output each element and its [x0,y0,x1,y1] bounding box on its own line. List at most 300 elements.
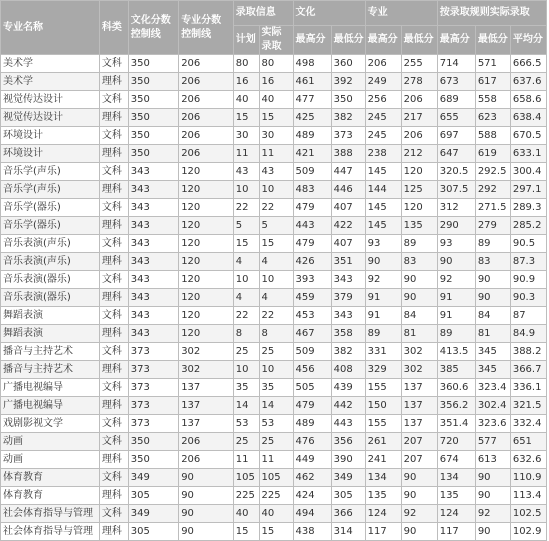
cell-culture-min: 360 [331,55,365,73]
cell-major-name: 社会体育指导与管理 [1,505,100,523]
header-major-name: 专业名称 [1,1,100,55]
cell-major-min: 137 [401,397,437,415]
cell-major-max: 261 [365,433,401,451]
cell-actual: 30 [259,127,293,145]
cell-actual: 80 [259,55,293,73]
cell-actual: 22 [259,307,293,325]
cell-plan: 11 [233,145,259,163]
cell-culture-max: 479 [293,235,331,253]
cell-rule-max: 135 [437,487,475,505]
cell-culture-max: 456 [293,361,331,379]
cell-rule-max: 674 [437,451,475,469]
header-culture-max: 最高分 [293,26,331,55]
cell-actual: 25 [259,433,293,451]
cell-major-name: 体育教育 [1,469,100,487]
table-row [1,415,547,433]
cell-major-max: 135 [365,487,401,505]
cell-culture-line: 343 [128,325,178,343]
cell-major-min: 137 [401,379,437,397]
header-rule-admission: 按录取规则实际录取 [437,1,546,26]
table-row [1,91,547,109]
cell-major-line: 206 [179,451,234,469]
cell-culture-line: 373 [128,343,178,361]
cell-rule-max: 93 [437,235,475,253]
cell-major-max: 249 [365,73,401,91]
cell-major-min: 137 [401,415,437,433]
cell-culture-line: 350 [128,451,178,469]
cell-major-line: 120 [179,181,234,199]
cell-subject: 文科 [99,199,128,217]
cell-culture-min: 392 [331,73,365,91]
cell-rule-min: 292.5 [475,163,510,181]
cell-major-name: 舞蹈表演 [1,325,100,343]
cell-subject: 文科 [99,433,128,451]
cell-culture-min: 343 [331,307,365,325]
cell-rule-min: 577 [475,433,510,451]
cell-rule-max: 320.5 [437,163,475,181]
table-row [1,505,547,523]
cell-major-name: 舞蹈表演 [1,307,100,325]
table-row [1,271,547,289]
cell-rule-min: 588 [475,127,510,145]
cell-culture-min: 350 [331,91,365,109]
cell-rule-avg: 110.9 [510,469,546,487]
cell-major-max: 145 [365,163,401,181]
cell-actual: 53 [259,415,293,433]
cell-major-name: 视觉传达设计 [1,109,100,127]
cell-culture-max: 459 [293,289,331,307]
cell-rule-min: 271.5 [475,199,510,217]
cell-plan: 10 [233,361,259,379]
table-row [1,343,547,361]
cell-culture-line: 343 [128,307,178,325]
cell-rule-max: 647 [437,145,475,163]
table-row [1,289,547,307]
cell-culture-line: 350 [128,55,178,73]
cell-subject: 文科 [99,235,128,253]
cell-major-line: 120 [179,289,234,307]
cell-rule-avg: 321.5 [510,397,546,415]
cell-major-line: 120 [179,163,234,181]
cell-culture-min: 447 [331,163,365,181]
cell-rule-avg: 638.4 [510,109,546,127]
cell-culture-line: 373 [128,415,178,433]
cell-culture-max: 505 [293,379,331,397]
cell-rule-max: 714 [437,55,475,73]
cell-subject: 理科 [99,451,128,469]
cell-rule-max: 90 [437,253,475,271]
cell-major-min: 302 [401,361,437,379]
cell-major-name: 社会体育指导与管理 [1,523,100,541]
cell-culture-max: 509 [293,343,331,361]
cell-major-line: 90 [179,505,234,523]
cell-plan: 30 [233,127,259,145]
cell-rule-min: 571 [475,55,510,73]
cell-actual: 10 [259,271,293,289]
cell-culture-line: 349 [128,469,178,487]
cell-major-min: 255 [401,55,437,73]
table-row [1,235,547,253]
cell-rule-avg: 90.5 [510,235,546,253]
cell-culture-max: 449 [293,451,331,469]
cell-rule-avg: 670.5 [510,127,546,145]
cell-subject: 理科 [99,397,128,415]
cell-major-max: 155 [365,379,401,397]
cell-major-line: 120 [179,217,234,235]
cell-culture-max: 477 [293,91,331,109]
cell-subject: 文科 [99,415,128,433]
cell-rule-min: 90 [475,271,510,289]
cell-culture-min: 443 [331,415,365,433]
cell-plan: 4 [233,253,259,271]
cell-actual: 10 [259,361,293,379]
cell-major-line: 90 [179,487,234,505]
cell-actual: 43 [259,163,293,181]
cell-major-name: 音乐学(声乐) [1,163,100,181]
table-row [1,487,547,505]
cell-major-min: 83 [401,253,437,271]
cell-plan: 11 [233,451,259,469]
cell-major-max: 245 [365,127,401,145]
table-row [1,181,547,199]
cell-actual: 22 [259,199,293,217]
cell-actual: 14 [259,397,293,415]
cell-culture-min: 366 [331,505,365,523]
cell-plan: 22 [233,199,259,217]
table-row [1,469,547,487]
cell-major-name: 动画 [1,433,100,451]
cell-major-name: 音乐学(器乐) [1,217,100,235]
cell-plan: 15 [233,235,259,253]
cell-major-max: 91 [365,307,401,325]
cell-subject: 文科 [99,271,128,289]
cell-major-max: 117 [365,523,401,541]
cell-actual: 105 [259,469,293,487]
cell-major-line: 206 [179,91,234,109]
cell-culture-max: 461 [293,73,331,91]
cell-rule-avg: 90.3 [510,289,546,307]
cell-rule-min: 92 [475,505,510,523]
cell-rule-avg: 332.4 [510,415,546,433]
cell-major-max: 89 [365,325,401,343]
cell-major-min: 206 [401,91,437,109]
cell-major-min: 120 [401,163,437,181]
cell-rule-avg: 297.1 [510,181,546,199]
cell-major-name: 播音与主持艺术 [1,361,100,379]
header-admission-info: 录取信息 [233,1,293,26]
cell-rule-max: 307.5 [437,181,475,199]
cell-plan: 225 [233,487,259,505]
cell-culture-line: 373 [128,361,178,379]
cell-culture-max: 443 [293,217,331,235]
cell-major-line: 302 [179,361,234,379]
cell-culture-min: 446 [331,181,365,199]
cell-major-line: 90 [179,523,234,541]
cell-actual: 11 [259,451,293,469]
cell-culture-min: 442 [331,397,365,415]
cell-major-min: 206 [401,127,437,145]
table-row [1,379,547,397]
cell-major-min: 89 [401,235,437,253]
cell-major-min: 207 [401,451,437,469]
cell-culture-min: 388 [331,145,365,163]
cell-culture-max: 426 [293,253,331,271]
cell-rule-min: 613 [475,451,510,469]
cell-major-max: 206 [365,55,401,73]
cell-rule-min: 84 [475,307,510,325]
header-subject: 科类 [99,1,128,55]
cell-culture-line: 305 [128,523,178,541]
table-row [1,145,547,163]
cell-major-name: 广播电视编导 [1,397,100,415]
cell-rule-min: 279 [475,217,510,235]
cell-rule-min: 345 [475,361,510,379]
cell-major-max: 92 [365,271,401,289]
cell-culture-min: 408 [331,361,365,379]
cell-rule-max: 655 [437,109,475,127]
cell-major-max: 241 [365,451,401,469]
cell-plan: 10 [233,271,259,289]
cell-plan: 10 [233,181,259,199]
cell-actual: 15 [259,109,293,127]
cell-plan: 4 [233,289,259,307]
header-major-min: 最低分 [401,26,437,55]
cell-subject: 理科 [99,73,128,91]
cell-culture-line: 373 [128,379,178,397]
cell-major-min: 135 [401,217,437,235]
cell-culture-max: 479 [293,397,331,415]
cell-culture-min: 407 [331,199,365,217]
cell-major-max: 329 [365,361,401,379]
cell-subject: 文科 [99,307,128,325]
cell-culture-max: 393 [293,271,331,289]
header-culture-min: 最低分 [331,26,365,55]
cell-culture-max: 489 [293,127,331,145]
cell-subject: 文科 [99,505,128,523]
cell-culture-max: 421 [293,145,331,163]
cell-major-line: 120 [179,325,234,343]
cell-major-line: 302 [179,343,234,361]
cell-major-name: 环境设计 [1,127,100,145]
cell-subject: 文科 [99,343,128,361]
table-body [1,55,547,541]
cell-culture-line: 350 [128,127,178,145]
cell-major-min: 125 [401,181,437,199]
cell-major-max: 150 [365,397,401,415]
cell-subject: 文科 [99,55,128,73]
cell-major-name: 戏剧影视文学 [1,415,100,433]
cell-actual: 4 [259,289,293,307]
cell-major-name: 美术学 [1,73,100,91]
cell-major-name: 动画 [1,451,100,469]
cell-culture-line: 350 [128,91,178,109]
cell-plan: 105 [233,469,259,487]
cell-rule-min: 323.4 [475,379,510,397]
cell-culture-max: 479 [293,199,331,217]
cell-plan: 8 [233,325,259,343]
table-row [1,433,547,451]
cell-rule-avg: 289.3 [510,199,546,217]
cell-subject: 理科 [99,253,128,271]
cell-major-line: 120 [179,199,234,217]
cell-rule-avg: 632.6 [510,451,546,469]
cell-culture-max: 494 [293,505,331,523]
cell-rule-avg: 300.4 [510,163,546,181]
cell-major-max: 256 [365,91,401,109]
table-row [1,253,547,271]
cell-plan: 15 [233,523,259,541]
cell-major-min: 90 [401,271,437,289]
header-rule-avg: 平均分 [510,26,546,55]
cell-rule-max: 360.6 [437,379,475,397]
cell-culture-max: 498 [293,55,331,73]
cell-culture-line: 343 [128,289,178,307]
cell-culture-max: 453 [293,307,331,325]
cell-major-line: 120 [179,253,234,271]
cell-major-name: 美术学 [1,55,100,73]
cell-plan: 14 [233,397,259,415]
cell-subject: 理科 [99,145,128,163]
cell-rule-avg: 366.7 [510,361,546,379]
cell-culture-min: 314 [331,523,365,541]
cell-culture-max: 467 [293,325,331,343]
cell-culture-min: 349 [331,469,365,487]
cell-plan: 80 [233,55,259,73]
cell-subject: 理科 [99,523,128,541]
cell-actual: 40 [259,505,293,523]
cell-major-line: 206 [179,145,234,163]
cell-major-max: 90 [365,253,401,271]
cell-major-min: 92 [401,505,437,523]
cell-actual: 10 [259,181,293,199]
cell-rule-max: 290 [437,217,475,235]
cell-actual: 11 [259,145,293,163]
cell-major-max: 91 [365,289,401,307]
cell-culture-max: 483 [293,181,331,199]
cell-culture-min: 379 [331,289,365,307]
cell-subject: 理科 [99,217,128,235]
cell-actual: 225 [259,487,293,505]
cell-culture-line: 305 [128,487,178,505]
cell-actual: 8 [259,325,293,343]
cell-actual: 5 [259,217,293,235]
table-row [1,361,547,379]
cell-rule-min: 89 [475,235,510,253]
cell-rule-avg: 666.5 [510,55,546,73]
cell-subject: 文科 [99,379,128,397]
cell-major-max: 145 [365,199,401,217]
cell-major-line: 206 [179,127,234,145]
cell-culture-min: 358 [331,325,365,343]
cell-rule-min: 323.6 [475,415,510,433]
cell-major-min: 207 [401,433,437,451]
cell-culture-max: 424 [293,487,331,505]
cell-rule-max: 720 [437,433,475,451]
table-row [1,217,547,235]
cell-rule-min: 81 [475,325,510,343]
cell-rule-max: 134 [437,469,475,487]
cell-subject: 文科 [99,469,128,487]
cell-culture-min: 351 [331,253,365,271]
cell-rule-max: 673 [437,73,475,91]
cell-rule-avg: 633.1 [510,145,546,163]
table-header [1,1,547,55]
cell-actual: 4 [259,253,293,271]
cell-rule-max: 689 [437,91,475,109]
cell-major-name: 广播电视编导 [1,379,100,397]
cell-major-line: 120 [179,307,234,325]
cell-major-name: 音乐表演(器乐) [1,271,100,289]
cell-actual: 40 [259,91,293,109]
cell-culture-min: 305 [331,487,365,505]
cell-rule-max: 89 [437,325,475,343]
cell-culture-line: 343 [128,271,178,289]
cell-culture-line: 343 [128,253,178,271]
table-row [1,127,547,145]
cell-plan: 43 [233,163,259,181]
cell-major-min: 81 [401,325,437,343]
cell-rule-avg: 90.9 [510,271,546,289]
cell-rule-avg: 113.4 [510,487,546,505]
cell-plan: 25 [233,433,259,451]
cell-major-min: 278 [401,73,437,91]
cell-subject: 理科 [99,289,128,307]
header-rule-min: 最低分 [475,26,510,55]
cell-subject: 理科 [99,109,128,127]
cell-plan: 16 [233,73,259,91]
cell-culture-min: 382 [331,343,365,361]
cell-rule-min: 90 [475,469,510,487]
cell-rule-max: 697 [437,127,475,145]
table-row [1,451,547,469]
table-row [1,109,547,127]
cell-plan: 15 [233,109,259,127]
cell-rule-min: 90 [475,523,510,541]
cell-rule-avg: 84.9 [510,325,546,343]
header-rule-max: 最高分 [437,26,475,55]
cell-major-min: 90 [401,469,437,487]
cell-actual: 25 [259,343,293,361]
cell-rule-avg: 651 [510,433,546,451]
cell-plan: 5 [233,217,259,235]
cell-subject: 文科 [99,163,128,181]
cell-major-max: 144 [365,181,401,199]
cell-culture-line: 349 [128,505,178,523]
cell-major-min: 217 [401,109,437,127]
cell-major-max: 331 [365,343,401,361]
cell-major-name: 音乐表演(声乐) [1,253,100,271]
cell-culture-min: 382 [331,109,365,127]
cell-culture-min: 439 [331,379,365,397]
cell-culture-max: 462 [293,469,331,487]
cell-culture-max: 476 [293,433,331,451]
cell-plan: 53 [233,415,259,433]
header-major-max: 最高分 [365,26,401,55]
cell-culture-line: 373 [128,397,178,415]
cell-culture-line: 350 [128,145,178,163]
cell-rule-min: 558 [475,91,510,109]
cell-rule-max: 413.5 [437,343,475,361]
table-row [1,163,547,181]
cell-culture-line: 343 [128,235,178,253]
cell-major-min: 302 [401,343,437,361]
cell-major-name: 体育教育 [1,487,100,505]
cell-plan: 40 [233,505,259,523]
cell-rule-min: 302.4 [475,397,510,415]
cell-major-min: 84 [401,307,437,325]
cell-rule-avg: 285.2 [510,217,546,235]
cell-rule-min: 90 [475,289,510,307]
